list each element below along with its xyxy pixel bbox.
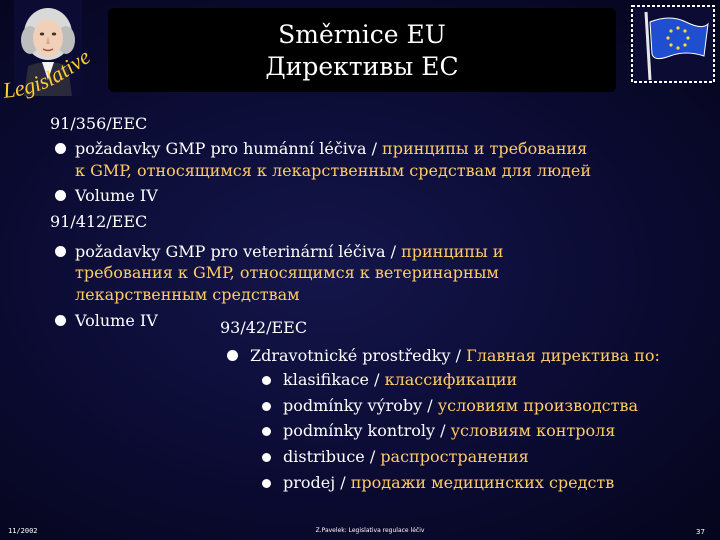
sub-item	[283, 421, 615, 441]
footer-author: Z.Pavelek: Legislativa regulace léčiv	[315, 527, 425, 534]
text-czech: Zdravotnické prostředky /	[250, 346, 467, 365]
legislative-logo-text	[0, 46, 110, 106]
sub-item	[283, 370, 517, 390]
text-czech: distribuce /	[283, 447, 381, 466]
text-russian: распространения	[380, 447, 529, 466]
text-russian: принципы и	[401, 242, 504, 261]
sub-item	[283, 447, 529, 467]
title-czech: Směrnice EU	[278, 20, 446, 49]
text-russian: условиям контроля	[450, 421, 616, 440]
sub-item	[283, 396, 638, 416]
eu-flag-icon	[630, 4, 716, 84]
list-item-volume-iv: Volume IV	[75, 311, 158, 330]
text-russian: принципы и требования	[382, 139, 588, 158]
title-russian: Директивы ЕС	[265, 52, 459, 81]
text-russian: классификации	[384, 370, 518, 389]
sub-bullet-icon	[262, 479, 271, 488]
list-item-gmp-veterinary	[75, 242, 503, 262]
bullet-icon	[55, 246, 66, 257]
bullet-icon	[55, 143, 66, 154]
text-czech: klasifikace /	[283, 370, 385, 389]
text-czech: požadavky GMP pro veterinární léčiva /	[75, 242, 402, 261]
text-czech: prodej /	[283, 473, 351, 492]
sub-item	[283, 473, 614, 493]
sub-bullet-icon	[262, 402, 271, 411]
directive-93-42: 93/42/EEC	[220, 318, 308, 337]
list-item-medical-devices	[250, 346, 660, 366]
directive-91-412: 91/412/EEC	[50, 212, 148, 231]
footer-page-number: 37	[696, 528, 705, 536]
text-russian: Главная директива по:	[466, 346, 660, 365]
sub-bullet-icon	[262, 376, 271, 385]
text-russian: условиям производства	[437, 396, 638, 415]
text-russian: продажи медицинских средств	[350, 473, 615, 492]
text-czech: požadavky GMP pro humánní léčiva /	[75, 139, 383, 158]
footer-date: 11/2002	[8, 527, 38, 535]
text-russian-continued: к GMP, относящимся к лекарственным средствам для людей	[75, 161, 591, 180]
directive-91-356: 91/356/EEC	[50, 114, 148, 133]
bullet-icon	[55, 315, 66, 326]
sub-bullet-icon	[262, 427, 271, 436]
text-czech: podmínky kontroly /	[283, 421, 451, 440]
text-russian-continued: лекарственным средствам	[75, 285, 300, 304]
svg-text:Legislative: Legislative	[1, 46, 95, 104]
bullet-icon	[227, 350, 238, 361]
text-russian-continued: требования к GMP, относящимся к ветеринарным	[75, 263, 499, 282]
list-item-volume-iv: Volume IV	[75, 186, 158, 205]
bullet-icon	[55, 190, 66, 201]
sub-bullet-icon	[262, 453, 271, 462]
list-item-gmp-human	[75, 139, 587, 159]
text-czech: podmínky výroby /	[283, 396, 438, 415]
